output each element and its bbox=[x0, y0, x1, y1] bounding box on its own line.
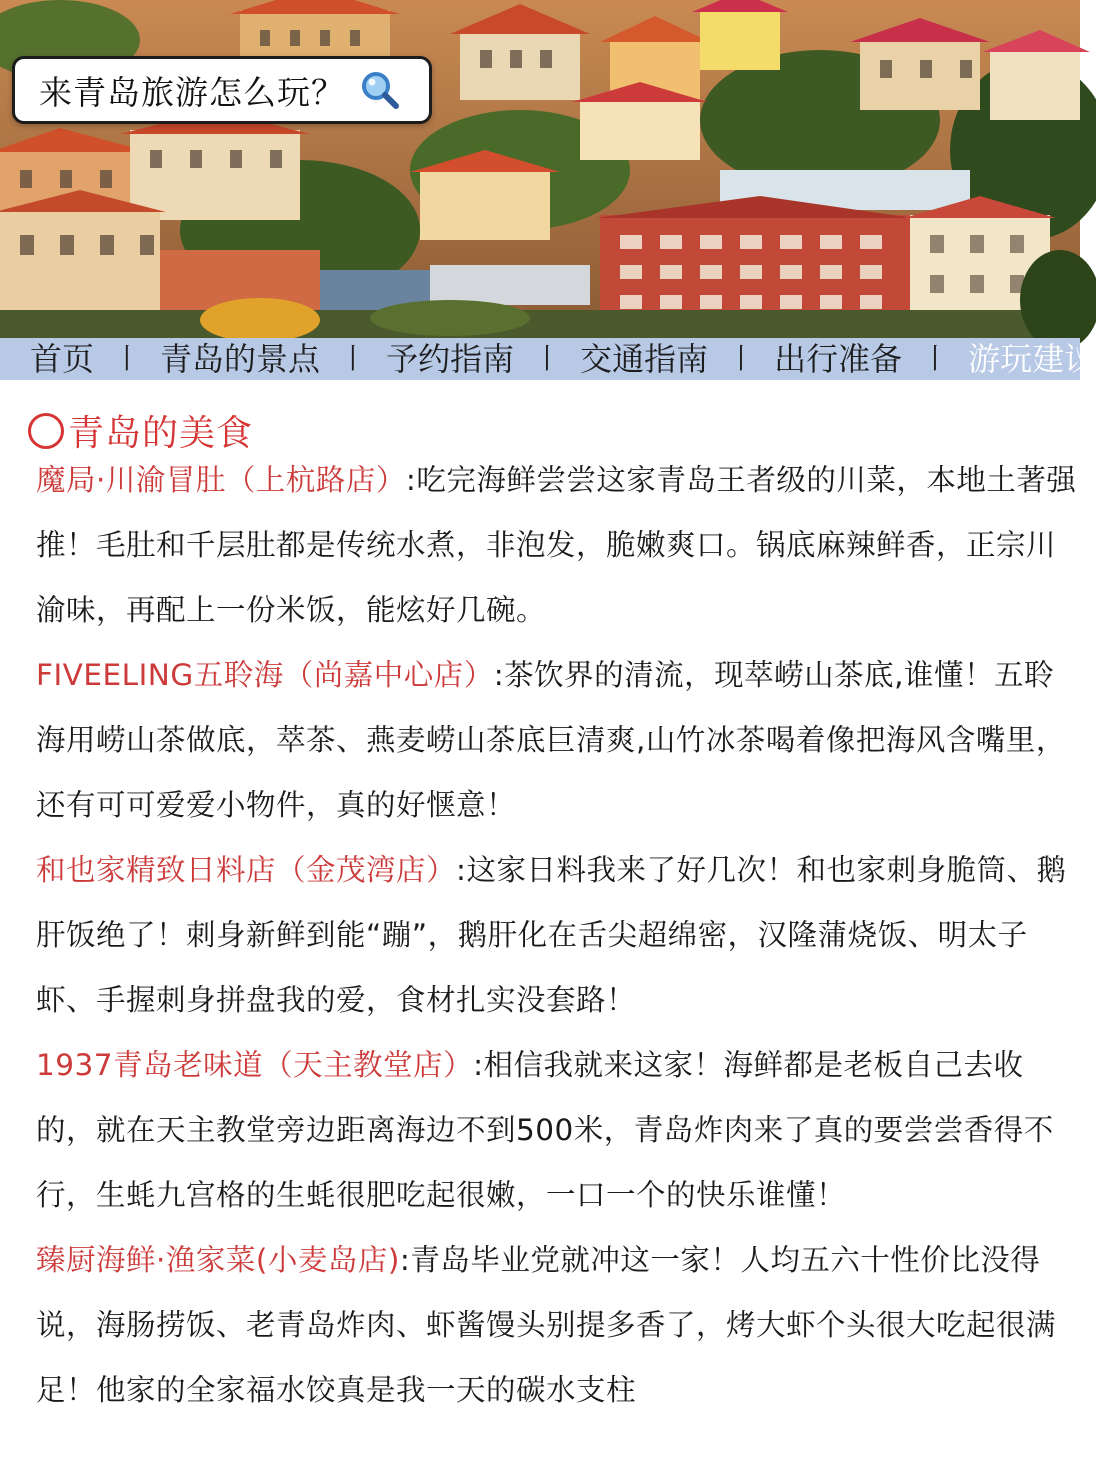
section-title: 青岛的美食 bbox=[68, 413, 254, 454]
nav-item-home[interactable]: 首页 bbox=[30, 340, 95, 378]
search-text: 来青岛旅游怎么玩？ bbox=[39, 72, 345, 112]
restaurant-name: 和也家精致日料店（金茂湾店） bbox=[36, 853, 457, 887]
list-item bbox=[36, 1033, 1080, 1228]
nav-item-tips[interactable]: 游玩建议 bbox=[968, 340, 1096, 378]
nav-separator: 丨 bbox=[113, 342, 142, 375]
nav-separator: 丨 bbox=[339, 342, 368, 375]
list-item bbox=[36, 838, 1080, 1033]
restaurant-description: :这家日料我来了好几次！和也家刺身脆筒、鹅肝饭绝了！刺身新鲜到能“蹦”，鹅肝化在舌尖超绵密，汉隆蒲烧饭、明太子虾、手握刺身拼盘我的爱，食材扎实没套路！ bbox=[36, 853, 1067, 1017]
restaurant-name: 魔局·川渝冒肚（上杭路店） bbox=[36, 463, 406, 497]
hero-photo bbox=[0, 0, 1080, 340]
nav-bar bbox=[0, 338, 1096, 380]
nav-separator: 丨 bbox=[533, 342, 562, 375]
search-box[interactable] bbox=[12, 56, 432, 124]
nav-item-attractions[interactable]: 青岛的景点 bbox=[160, 340, 321, 378]
restaurant-name: 臻厨海鲜·渔家菜(小麦岛店) bbox=[36, 1243, 400, 1277]
nav-item-booking[interactable]: 予约指南 bbox=[386, 340, 515, 378]
nav-item-preparation[interactable]: 出行准备 bbox=[774, 340, 903, 378]
restaurant-description: :吃完海鲜尝尝这家青岛王者级的川菜，本地土著强推！毛肚和千层肚都是传统水煮，非泡发，脆嫩爽口。锅底麻辣鲜香，正宗川渝味，再配上一份米饭，能炫好几碗。 bbox=[36, 463, 1077, 627]
food-list bbox=[36, 448, 1080, 1423]
restaurant-description: :相信我就来这家！海鲜都是老板自己去收的，就在天主教堂旁边距离海边不到500米，青岛炸肉来了真的要尝尝香得不行，生蚝九宫格的生蚝很肥吃起很嫩，一口一个的快乐谁懂！ bbox=[36, 1048, 1054, 1212]
nav-item-transport[interactable]: 交通指南 bbox=[580, 340, 709, 378]
restaurant-name: FIVEELING五聆海（尚嘉中心店） bbox=[36, 658, 494, 692]
list-item bbox=[36, 448, 1080, 643]
nav-separator: 丨 bbox=[727, 342, 756, 375]
circle-icon bbox=[28, 413, 64, 449]
nav-separator: 丨 bbox=[921, 342, 950, 375]
magnifier-icon bbox=[359, 69, 401, 111]
restaurant-description: :青岛毕业党就冲这一家！人均五六十性价比没得说，海肠捞饭、老青岛炸肉、虾酱馒头别提多香了，烤大虾个头很大吃起很满足！他家的全家福水饺真是我一天的碳水支柱 bbox=[36, 1243, 1057, 1407]
restaurant-name: 1937青岛老味道（天主教堂店） bbox=[36, 1048, 474, 1082]
list-item bbox=[36, 643, 1080, 838]
restaurant-description: :茶饮界的清流，现萃崂山茶底,谁懂！五聆海用崂山茶做底，萃茶、燕麦崂山茶底巨清爽,山竹冰茶喝着像把海风含嘴里，还有可可爱爱小物件，真的好惬意！ bbox=[36, 658, 1066, 822]
list-item bbox=[36, 1228, 1080, 1423]
hillside-houses-image bbox=[0, 0, 1080, 340]
